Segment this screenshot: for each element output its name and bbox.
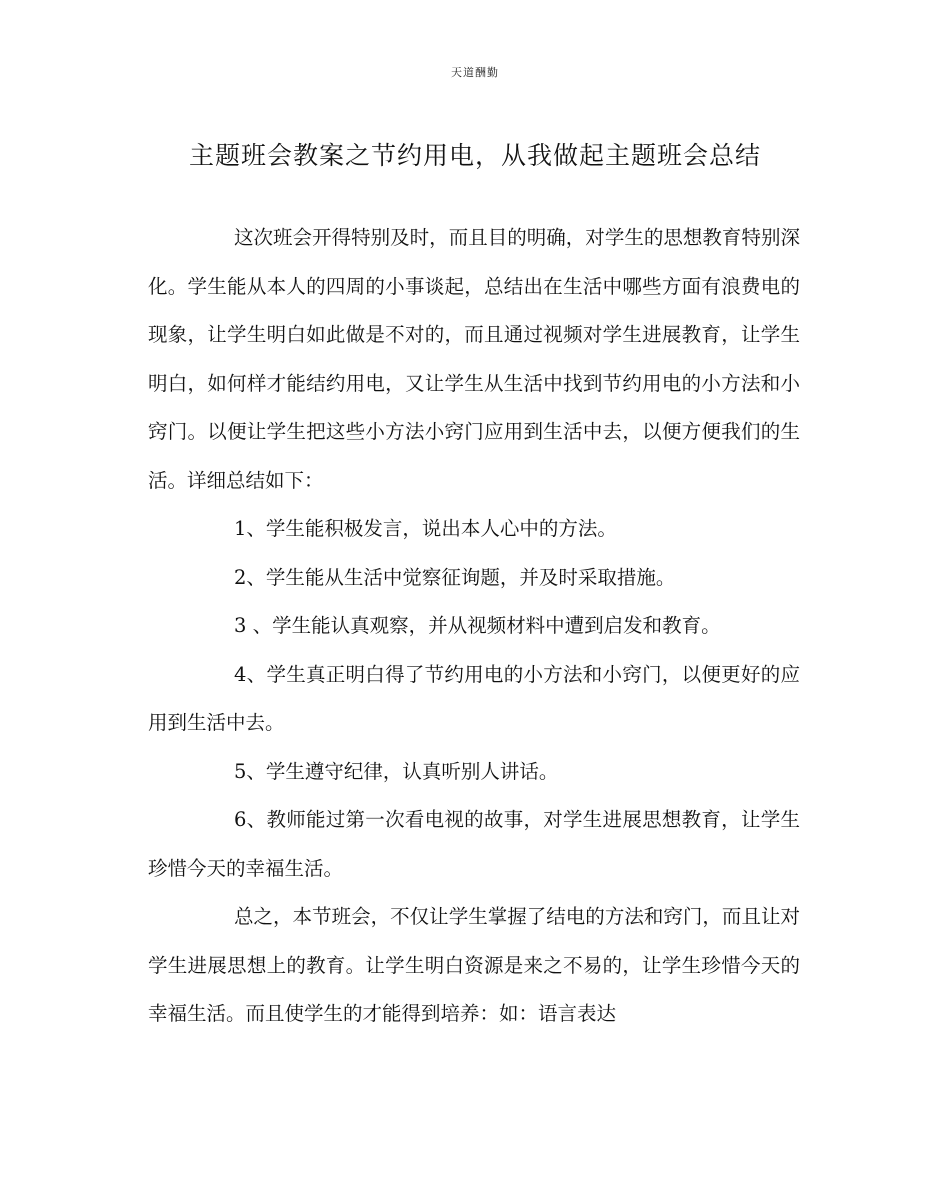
paragraph-item-6: 6、教师能过第一次看电视的故事，对学生进展思想教育，让学生珍惜今天的幸福生活。 — [148, 808, 800, 880]
paragraph-intro: 这次班会开得特别及时，而且目的明确，对学生的思想教育特别深化。学生能从本人的四周的小事谈起，总结出在生活中哪些方面有浪费电的现象，让学生明白如此做是不对的，而且通过视频对学生进展教育，让学生明白，如何样才能结约用电，又让学生从生活中找到节约用电的小方法和小窍门。以便让学生把这些小方法小窍门应用到生活中去，以便方便我们的生活。详细总结如下： — [148, 226, 800, 492]
document-title: 主题班会教案之节约用电，从我做起主题班会总结 — [188, 141, 761, 170]
page-header: 天道酬勤 — [451, 66, 499, 79]
paragraph-item-5: 5、学生遵守纪律，认真听别人讲话。 — [234, 759, 559, 783]
paragraph-item-3: 3 、学生能认真观察，并从视频材料中遭到启发和教育。 — [234, 614, 721, 637]
paragraph-summary: 总之，本节班会，不仅让学生掌握了结电的方法和窍门，而且让对学生进展思想上的教育。让学生明白资源是来之不易的，让学生珍惜今天的幸福生活。而且使学生的才能得到培养：如：语言表达 — [148, 905, 800, 1025]
paragraph-item-1: 1、学生能积极发言，说出本人心中的方法。 — [234, 517, 617, 540]
paragraph-item-4: 4、学生真正明白得了节约用电的小方法和小窍门，以便更好的应用到生活中去。 — [148, 662, 800, 734]
document-body — [148, 214, 800, 1039]
paragraph-item-2: 2、学生能从生活中觉察征询题，并及时采取措施。 — [234, 565, 676, 589]
